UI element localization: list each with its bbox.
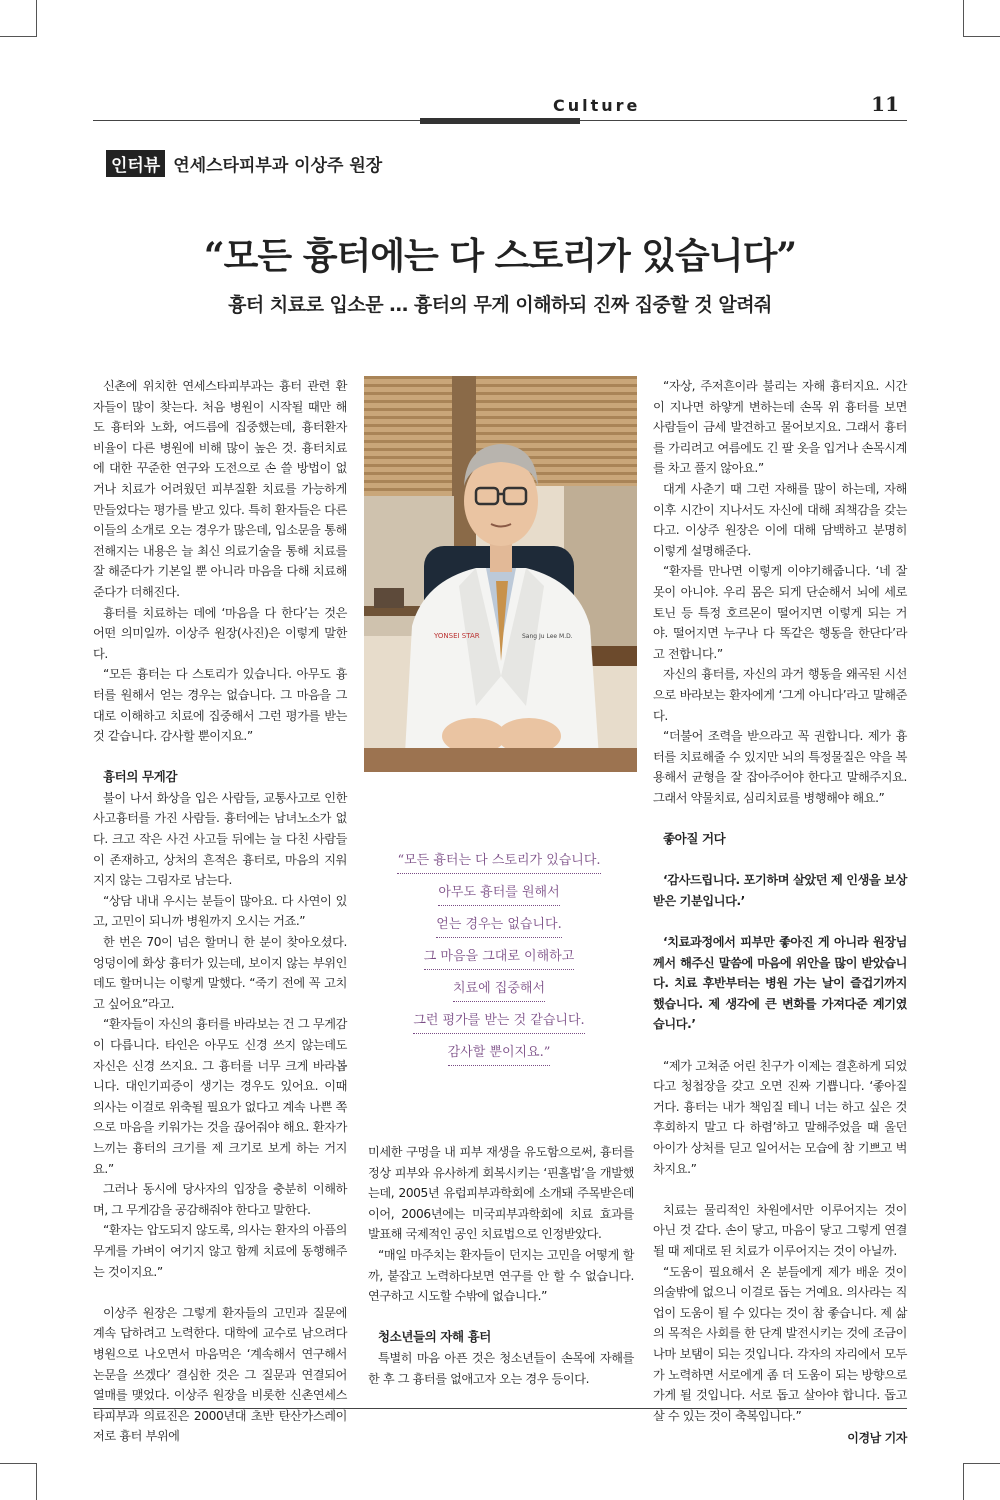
paragraph: 신촌에 위치한 연세스타피부과는 흉터 관련 환자들이 많이 찾는다. 처음 병원이 시작될 때만 해도 흉터와 노화, 여드름에 집중했는데, 흉터환자 비율이 다른 병원에 비해 많이 높은 것. 흉터치료에 대한 꾸준한 연구와 도전으로 손 쓸 방법이 없거나 치료가 어려웠던 피부질환 치료를 가능하게 만들었다는 평가를 받고 있다. 특히 환자들은 다른 이들의 소개로 오는 경우가 많은데, 입소문을 통해 전해지는 내용은 늘 최신 의료기술을 통해 치료를 잘 해준다가 기본일 뿐 아니라 마음을 다해 치료해 준다가 더해진다. xyxy=(93,379,347,599)
kicker-text: 연세스타피부과 이상주 원장 xyxy=(173,155,383,176)
pull-quote-line: 감사할 뿐이지요.” xyxy=(448,1035,551,1066)
article-column-1 xyxy=(93,376,347,1447)
paragraph: “도움이 필요해서 온 분들에게 제가 배운 것이 의술밖에 없으니 이걸로 돕는 거예요. 의사라는 직업이 도움이 될 수 있다는 것이 참 좋습니다. 제 삶의 목적은 사회를 한 단계 발전시키는 것에 조금이나마 보탬이 되는 것입니다. 각자의 자리에서 모두가 노력하면 서로에게 좀 더 도움이 되는 방향으로 가게 될 것입니다. 서로 돕고 살아야 합니다. 돕고 살 수 있는 것이 축복입니다.” xyxy=(653,1264,907,1423)
paragraph: 불이 나서 화상을 입은 사람들, 교통사고로 인한 사고흉터를 가진 사람들. 흉터에는 남녀노소가 없다. 크고 작은 사건 사고들 뒤에는 늘 다친 사람들이 존재하고, 상처의 흔적은 흉터로, 마음의 지워지지 않는 그림자로 남는다. xyxy=(93,790,347,888)
crop-mark-bottom-right xyxy=(963,1463,1000,1500)
crop-mark-bottom-left xyxy=(0,1463,37,1500)
article-column-2 xyxy=(368,1142,634,1389)
pull-quote-line: 얻는 경우는 없습니다. xyxy=(436,907,561,938)
paragraph: “자상, 주저흔이라 불리는 자해 흉터지요. 시간이 지나면 하얗게 변하는데 손목 위 흉터를 보면 사람들이 금세 발견하고 물어보지요. 그래서 흉터를 가리려고 여름에도 긴 팔 옷을 입거나 손목시계를 차고 풀지 않아요.” xyxy=(653,379,907,476)
patient-letter-quote: ‘치료과정에서 피부만 좋아진 게 아니라 원장님께서 해주신 말씀에 마음에 위안을 많이 받았습니다. 치료 후반부터는 병원 가는 날이 즐겁기까지 했습니다. 제 생각에 큰 변화를 가져다준 계기였습니다.’ xyxy=(653,935,907,1032)
pull-quote-line: 그런 평가를 받는 것 같습니다. xyxy=(413,1003,584,1034)
section-heading: 흉터의 무게감 xyxy=(103,769,178,785)
page-header xyxy=(93,90,907,120)
paragraph: “환자들이 자신의 흉터를 바라보는 건 그 무게감이 다릅니다. 타인은 아무도 신경 쓰지 않는데도 자신은 신경 쓰지요. 그 흉터를 너무 크게 바라봅니다. 대인기피증이 생기는 경우도 있어요. 이때 의사는 이걸로 위축될 필요가 없다고 계속 나쁜 쪽으로 마음을 키워가는 것을 끊어줘야 해요. 환자가 느끼는 흉터의 크기를 제 크기로 보게 하는 거지요.” xyxy=(93,1017,347,1176)
section-heading: 청소년들의 자해 흉터 xyxy=(378,1329,491,1345)
pull-quote-line: “모든 흉터는 다 스토리가 있습니다. xyxy=(397,843,600,874)
paragraph: 치료는 물리적인 차원에서만 이루어지는 것이 아닌 것 같다. 손이 닿고, 마음이 닿고 그렇게 연결될 때 제대로 된 치료가 이루어지는 것이 아닐까. xyxy=(653,1202,907,1258)
paragraph: 특별히 마음 아픈 것은 청소년들이 손목에 자해를 한 후 그 흉터를 없애고자 오는 경우 등이다. xyxy=(368,1350,634,1386)
paragraph: “상담 내내 우시는 분들이 많아요. 다 사연이 있고, 고민이 되니까 병원까지 오시는 거죠.” xyxy=(93,893,347,929)
paragraph: 흉터를 치료하는 데에 ‘마음을 다 한다’는 것은 어떤 의미일까. 이상주 원장(사진)은 이렇게 말한다. xyxy=(93,605,347,661)
pull-quote-line: 그 마음을 그대로 이해하고 xyxy=(424,939,575,970)
paragraph: 대게 사춘기 때 그런 자해를 많이 하는데, 자해 이후 시간이 지나서도 자신에 대해 죄책감을 갖는다고. 이상주 원장은 이에 대해 담백하고 분명히 이렇게 설명해준다. xyxy=(653,481,907,558)
portrait-photo xyxy=(364,376,637,772)
paragraph: 자신의 흉터를, 자신의 과거 행동을 왜곡된 시선으로 바라보는 환자에게 ‘그게 아니다’라고 말해준다. xyxy=(653,667,907,723)
subheadline: 흉터 치료로 입소문 … 흉터의 무게 이해하되 진짜 집중할 것 알려줘 xyxy=(228,294,772,316)
kicker-badge: 인터뷰 xyxy=(106,150,165,177)
crop-mark-top-right xyxy=(963,0,1000,37)
crop-mark-top-left xyxy=(0,0,37,37)
paragraph: “환자를 만나면 이렇게 이야기해줍니다. ‘네 잘못이 아니야. 우리 몸은 되게 단순해서 뇌에 세로토닌 등 특정 호르몬이 떨어지면 이렇게 되는 거야. 떨어지면 누구나 다 똑같은 행동을 한단다’라고 전합니다.” xyxy=(653,564,907,661)
paragraph: “모든 흉터는 다 스토리가 있습니다. 아무도 흉터를 원해서 얻는 경우는 없습니다. 그 마음을 그대로 이해하고 치료에 집중해서 그런 평가를 받는 것 같습니다. 감사할 뿐이지요.” xyxy=(93,667,347,744)
kicker xyxy=(106,150,382,176)
doctor-portrait-illustration xyxy=(364,376,637,772)
pull-quote xyxy=(395,843,603,1067)
paragraph: “매일 마주치는 환자들이 던지는 고민을 어떻게 할까, 붙잡고 노력하다보면 연구를 안 할 수 없습니다. 연구하고 시도할 수밖에 없습니다.” xyxy=(368,1247,634,1304)
coat-logo-text: YONSEI STAR xyxy=(434,632,480,640)
paragraph: 이상주 원장은 그렇게 환자들의 고민과 질문에 계속 답하려고 노력한다. 대학에 교수로 남으려다 병원으로 나오면서 마음먹은 ‘계속해서 연구해서 논문을 쓰겠다’ 결심한 것은 그 질문과 연결되어 열매를 맺었다. 이상주 원장을 비롯한 신촌연세스타피부과 의료진은 2000년대 초반 탄산가스레이저로 흉터 부위에 xyxy=(93,1305,347,1444)
paragraph: “환자는 압도되지 않도록, 의사는 환자의 아픔의 무게를 가벼이 여기지 않고 함께 치료에 동행해주는 것이지요.” xyxy=(93,1223,347,1279)
byline: 이경남 기자 xyxy=(847,1431,907,1446)
headline: “모든 흉터에는 다 스토리가 있습니다” xyxy=(203,235,797,277)
section-heading: 좋아질 거다 xyxy=(663,831,726,847)
coat-name-text: Sang Ju Lee M.D. xyxy=(522,633,573,640)
section-name: Culture xyxy=(553,96,641,115)
header-rule-accent xyxy=(420,118,580,124)
paragraph: 한 번은 70이 넘은 할머니 한 분이 찾아오셨다. 엉덩이에 화상 흉터가 있는데, 보이지 않는 부위인데도 할머니는 이렇게 말했다. “죽기 전에 꼭 고치고 싶어요”라고. xyxy=(93,935,347,1011)
paragraph: 그러나 동시에 당사자의 입장을 충분히 이해하며, 그 무게감을 공감해줘야 한다고 말한다. xyxy=(93,1182,347,1217)
pull-quote-line: 치료에 집중해서 xyxy=(453,971,545,1002)
paragraph: 미세한 구멍을 내 피부 재생을 유도함으로써, 흉터를 정상 피부와 유사하게 회복시키는 ‘핀홀법’을 개발했는데, 2005년 유럽피부과학회에 소개돼 주목받은데 이어, 2006년에는 미국피부과학회에 치료 효과를 발표해 국제적인 공인 치료법으로 인정받았다. xyxy=(368,1145,634,1242)
page-number: 11 xyxy=(871,92,899,116)
footer-rule xyxy=(93,1408,907,1409)
article-column-3 xyxy=(653,376,907,1449)
patient-letter-quote: ‘감사드립니다. 포기하며 살았던 제 인생을 보상받은 기분입니다.’ xyxy=(653,873,907,908)
paragraph: “제가 고쳐준 어린 친구가 이제는 결혼하게 되었다고 청첩장을 갖고 오면 진짜 기쁩니다. ‘좋아질 거다. 흉터는 내가 책임질 테니 너는 하고 싶은 것 후회하지 말고 다 하렴’하고 말해주었을 때 울던 아이가 상처를 딛고 일어서는 모습에 참 기쁘고 벅차지요.” xyxy=(653,1058,907,1176)
paragraph: “더불어 조력을 받으라고 꼭 권합니다. 제가 흉터를 치료해줄 수 있지만 뇌의 특정물질은 약을 복용해서 균형을 잘 잡아주어야 한다고 말해주지요. 그래서 약물치료, 심리치료를 병행해야 해요.” xyxy=(653,729,907,805)
pull-quote-line: 아무도 흉터를 원해서 xyxy=(438,875,559,906)
